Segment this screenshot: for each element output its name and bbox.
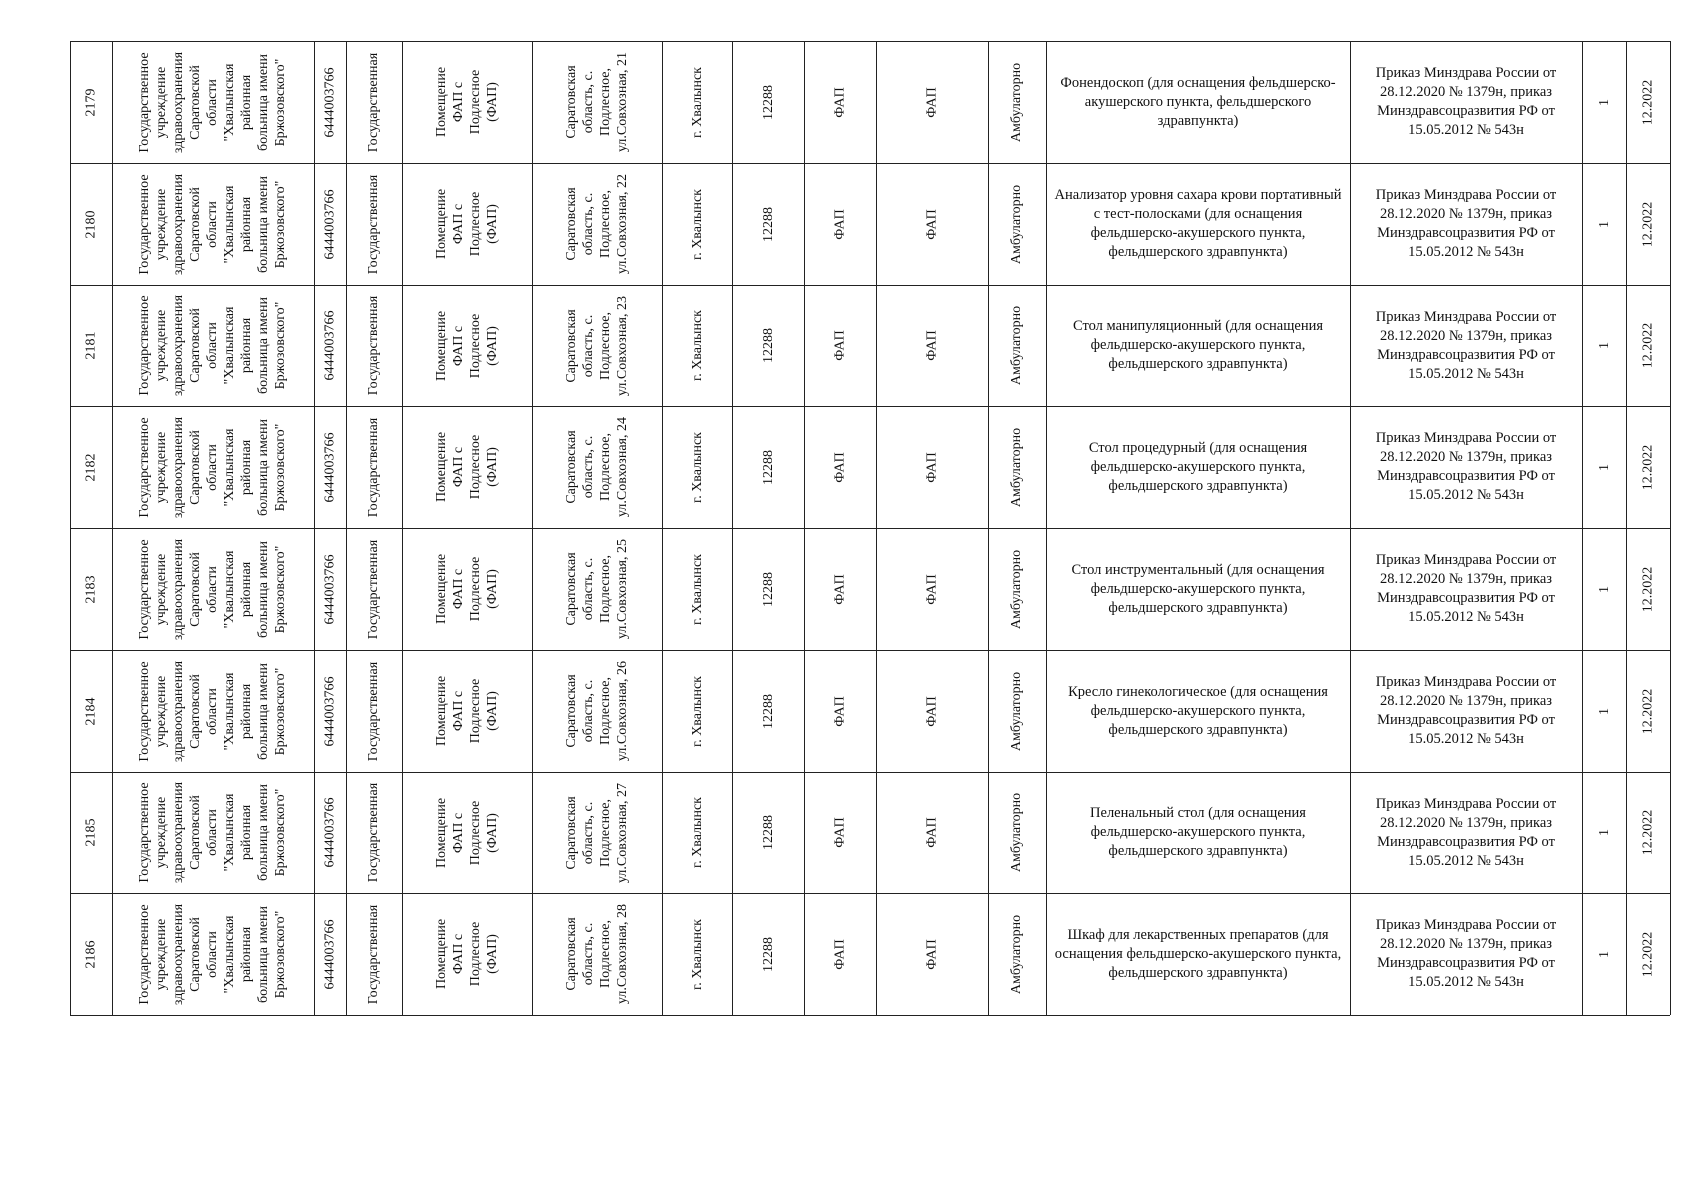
due-date-cell xyxy=(1626,772,1670,893)
institution-name xyxy=(112,285,314,406)
institution-name-text: Государственное учреждение здравоохранения Саратовской области "Хвалынская районная больница имени Бржозовского" xyxy=(137,173,289,275)
unit-type-cell-text: ФАП xyxy=(832,86,848,118)
equipment-cell-text: Анализатор уровня сахара крови портативный с тест-полосками (для оснащения фельдшерско-акушерского пункта, фельдшерского здравпункта) xyxy=(1054,187,1342,260)
quantity-cell-text: 1 xyxy=(1596,707,1612,715)
ownership-cell xyxy=(346,528,402,650)
care-type-cell-text: Амбулаторно xyxy=(1009,184,1025,264)
equipment-cell xyxy=(1046,528,1350,650)
care-type-cell-text: Амбулаторно xyxy=(1009,62,1025,142)
settlement-cell xyxy=(662,772,732,893)
quantity-cell-text: 1 xyxy=(1596,342,1612,349)
care-type-cell-text: Амбулаторно xyxy=(1009,792,1025,873)
address-cell-text: Саратовская область, с. Подлесное, ул.Совхозная, 26 xyxy=(564,661,630,761)
equipment-cell-text: Пеленальный стол (для оснащения фельдшерско-акушерского пункта, фельдшерского здравпункта) xyxy=(1090,805,1306,859)
equipment-cell-text: Кресло гинекологическое (для оснащения фельдшерско-акушерского пункта, фельдшерского здравпункта) xyxy=(1068,683,1328,738)
population-cell xyxy=(732,285,804,406)
premises-cell-text: Помещение ФАП с Подлесное (ФАП) xyxy=(433,66,500,138)
equipment-cell-text: Шкаф для лекарственных препаратов (для оснащения фельдшерско-акушерского пункта, фельдшерского здравпункта) xyxy=(1054,926,1342,981)
settlement-cell xyxy=(662,406,732,528)
equipment-cell xyxy=(1046,41,1350,163)
equipment-cell-text: Стол манипуляционный (для оснащения фельдшерско-акушерского пункта, фельдшерского здравпункта) xyxy=(1072,318,1324,372)
institution-name xyxy=(112,163,314,285)
unit-type-cell-text: ФАП xyxy=(832,817,848,848)
address-cell-text: Саратовская область, с. Подлесное, ул.Совхозная, 25 xyxy=(564,539,630,639)
due-date-cell xyxy=(1626,41,1670,163)
premises-cell xyxy=(402,772,532,893)
equipment-cell-text: Стол инструментальный (для оснащения фельдшерско-акушерского пункта, фельдшерского здравпункта) xyxy=(1071,561,1325,616)
unit-name-cell xyxy=(876,285,988,406)
unit-type-cell-text: ФАП xyxy=(832,938,848,970)
unit-type-cell xyxy=(804,163,876,285)
ownership-cell-text: Государственная xyxy=(366,295,382,396)
equipment-cell-text: Фонендоскоп (для оснащения фельдшерско-акушерского пункта, фельдшерского здравпункта) xyxy=(1060,74,1336,129)
ownership-cell-text: Государственная xyxy=(366,661,382,761)
ownership-cell xyxy=(346,285,402,406)
settlement-cell xyxy=(662,893,732,1015)
address-cell-text: Саратовская область, с. Подлесное, ул.Совхозная, 24 xyxy=(564,417,630,517)
unit-name-cell xyxy=(876,650,988,772)
settlement-cell-text: г. Хвалынск xyxy=(689,553,705,625)
row-number-text: 2186 xyxy=(83,940,99,968)
premises-cell xyxy=(402,650,532,772)
settlement-cell-text: г. Хвалынск xyxy=(689,431,705,503)
care-type-cell-text: Амбулаторно xyxy=(1009,549,1025,629)
regulation-cell xyxy=(1350,406,1582,528)
ownership-cell xyxy=(346,41,402,163)
settlement-cell xyxy=(662,163,732,285)
equipment-cell xyxy=(1046,285,1350,406)
due-date-cell xyxy=(1626,285,1670,406)
care-type-cell xyxy=(988,406,1046,528)
population-cell xyxy=(732,772,804,893)
address-cell xyxy=(532,41,662,163)
unit-name-cell-text: ФАП xyxy=(924,573,940,605)
institution-name xyxy=(112,650,314,772)
settlement-cell xyxy=(662,285,732,406)
quantity-cell xyxy=(1582,406,1626,528)
unit-type-cell-text: ФАП xyxy=(832,330,848,361)
quantity-cell xyxy=(1582,41,1626,163)
row-number-text: 2184 xyxy=(83,697,99,725)
unit-type-cell xyxy=(804,41,876,163)
inn-cell xyxy=(314,41,346,163)
due-date-cell xyxy=(1626,893,1670,1015)
institution-name xyxy=(112,528,314,650)
inn-cell-text: 6444003766 xyxy=(322,310,338,381)
due-date-cell xyxy=(1626,528,1670,650)
care-type-cell-text: Амбулаторно xyxy=(1009,305,1025,386)
row-number xyxy=(70,285,112,406)
row-number xyxy=(70,528,112,650)
care-type-cell xyxy=(988,650,1046,772)
ownership-cell-text: Государственная xyxy=(366,417,382,517)
regulation-cell-text: Приказ Минздрава России от 28.12.2020 № 1379н, приказ Минздравсоцразвития РФ от 15.05.2012 № 543н xyxy=(1375,795,1557,869)
population-cell-text: 12288 xyxy=(760,206,776,242)
settlement-cell-text: г. Хвалынск xyxy=(689,675,705,747)
premises-cell-text: Помещение ФАП с Подлесное (ФАП) xyxy=(433,431,500,503)
regulation-cell-text: Приказ Минздрава России от 28.12.2020 № 1379н, приказ Минздравсоцразвития РФ от 15.05.2012 № 543н xyxy=(1375,65,1557,138)
equipment-table xyxy=(70,41,1670,1015)
ownership-cell xyxy=(346,406,402,528)
unit-name-cell-text: ФАП xyxy=(924,451,940,483)
premises-cell-text: Помещение ФАП с Подлесное (ФАП) xyxy=(433,797,500,868)
unit-name-cell-text: ФАП xyxy=(924,208,940,240)
address-cell-text: Саратовская область, с. Подлесное, ул.Совхозная, 23 xyxy=(564,295,630,396)
population-cell-text: 12288 xyxy=(760,84,776,120)
regulation-cell-text: Приказ Минздрава России от 28.12.2020 № 1379н, приказ Минздравсоцразвития РФ от 15.05.2012 № 543н xyxy=(1375,187,1557,260)
ownership-cell-text: Государственная xyxy=(366,539,382,639)
institution-name xyxy=(112,41,314,163)
care-type-cell xyxy=(988,772,1046,893)
inn-cell xyxy=(314,285,346,406)
ownership-cell-text: Государственная xyxy=(366,174,382,274)
regulation-cell xyxy=(1350,650,1582,772)
unit-name-cell xyxy=(876,893,988,1015)
regulation-cell-text: Приказ Минздрава России от 28.12.2020 № 1379н, приказ Минздравсоцразвития РФ от 15.05.2012 № 543н xyxy=(1375,552,1557,625)
inn-cell-text: 6444003766 xyxy=(322,67,338,137)
inn-cell-text: 6444003766 xyxy=(322,432,338,502)
unit-type-cell-text: ФАП xyxy=(832,695,848,727)
inn-cell-text: 6444003766 xyxy=(322,919,338,989)
row-number xyxy=(70,893,112,1015)
institution-name-text: Государственное учреждение здравоохранения Саратовской области "Хвалынская районная больница имени Бржозовского" xyxy=(137,781,289,884)
address-cell xyxy=(532,528,662,650)
institution-name-text: Государственное учреждение здравоохранения Саратовской области "Хвалынская районная больница имени Бржозовского" xyxy=(137,51,289,153)
quantity-cell-text: 1 xyxy=(1596,829,1612,836)
care-type-cell-text: Амбулаторно xyxy=(1009,427,1025,507)
quantity-cell-text: 1 xyxy=(1596,463,1612,471)
inn-cell xyxy=(314,406,346,528)
inn-cell-text: 6444003766 xyxy=(322,554,338,624)
row-number-text: 2181 xyxy=(83,331,99,360)
unit-name-cell-text: ФАП xyxy=(924,695,940,727)
population-cell xyxy=(732,406,804,528)
row-number-text: 2183 xyxy=(83,575,99,603)
regulation-cell-text: Приказ Минздрава России от 28.12.2020 № 1379н, приказ Минздравсоцразвития РФ от 15.05.2012 № 543н xyxy=(1375,674,1557,747)
care-type-cell-text: Амбулаторно xyxy=(1009,671,1025,751)
ownership-cell xyxy=(346,163,402,285)
due-date-cell xyxy=(1626,163,1670,285)
inn-cell xyxy=(314,528,346,650)
inn-cell xyxy=(314,163,346,285)
quantity-cell xyxy=(1582,528,1626,650)
settlement-cell-text: г. Хвалынск xyxy=(689,797,705,868)
institution-name-text: Государственное учреждение здравоохранения Саратовской области "Хвалынская районная больница имени Бржозовского" xyxy=(137,294,289,397)
equipment-cell xyxy=(1046,772,1350,893)
quantity-cell xyxy=(1582,650,1626,772)
unit-name-cell xyxy=(876,41,988,163)
ownership-cell xyxy=(346,650,402,772)
row-number xyxy=(70,163,112,285)
unit-type-cell-text: ФАП xyxy=(832,451,848,483)
unit-name-cell xyxy=(876,406,988,528)
unit-name-cell-text: ФАП xyxy=(924,86,940,118)
institution-name xyxy=(112,893,314,1015)
due-date-cell-text: 12.2022 xyxy=(1640,322,1656,369)
unit-name-cell xyxy=(876,528,988,650)
address-cell xyxy=(532,650,662,772)
population-cell xyxy=(732,893,804,1015)
premises-cell xyxy=(402,163,532,285)
equipment-cell-text: Стол процедурный (для оснащения фельдшерско-акушерского пункта, фельдшерского здравпункта) xyxy=(1088,439,1308,494)
quantity-cell xyxy=(1582,285,1626,406)
address-cell xyxy=(532,163,662,285)
institution-name xyxy=(112,406,314,528)
settlement-cell xyxy=(662,528,732,650)
premises-cell xyxy=(402,285,532,406)
equipment-cell xyxy=(1046,650,1350,772)
premises-cell-text: Помещение ФАП с Подлесное (ФАП) xyxy=(433,553,500,625)
due-date-cell-text: 12.2022 xyxy=(1640,688,1656,734)
address-cell xyxy=(532,772,662,893)
row-number xyxy=(70,772,112,893)
quantity-cell xyxy=(1582,163,1626,285)
inn-cell-text: 6444003766 xyxy=(322,797,338,868)
row-number xyxy=(70,650,112,772)
premises-cell-text: Помещение ФАП с Подлесное (ФАП) xyxy=(433,188,500,260)
row-number-text: 2179 xyxy=(83,88,99,116)
population-cell-text: 12288 xyxy=(760,571,776,607)
ownership-cell-text: Государственная xyxy=(366,904,382,1004)
due-date-cell-text: 12.2022 xyxy=(1640,809,1656,856)
premises-cell-text: Помещение ФАП с Подлесное (ФАП) xyxy=(433,310,500,381)
institution-name-text: Государственное учреждение здравоохранения Саратовской области "Хвалынская районная больница имени Бржозовского" xyxy=(137,416,289,518)
address-cell-text: Саратовская область, с. Подлесное, ул.Совхозная, 22 xyxy=(564,174,630,274)
row-number xyxy=(70,406,112,528)
ownership-cell xyxy=(346,893,402,1015)
unit-name-cell-text: ФАП xyxy=(924,817,940,848)
row-number-text: 2182 xyxy=(83,453,99,481)
row-number-text: 2185 xyxy=(83,818,99,847)
address-cell-text: Саратовская область, с. Подлесное, ул.Совхозная, 28 xyxy=(564,904,630,1004)
premises-cell xyxy=(402,406,532,528)
address-cell-text: Саратовская область, с. Подлесное, ул.Совхозная, 27 xyxy=(564,782,630,883)
institution-name-text: Государственное учреждение здравоохранения Саратовской области "Хвалынская районная больница имени Бржозовского" xyxy=(137,538,289,640)
row-divider xyxy=(70,1015,1670,1016)
ownership-cell xyxy=(346,772,402,893)
care-type-cell-text: Амбулаторно xyxy=(1009,914,1025,994)
institution-name xyxy=(112,772,314,893)
premises-cell-text: Помещение ФАП с Подлесное (ФАП) xyxy=(433,675,500,747)
ownership-cell-text: Государственная xyxy=(366,52,382,152)
population-cell-text: 12288 xyxy=(760,449,776,485)
row-number-text: 2180 xyxy=(83,210,99,238)
address-cell-text: Саратовская область, с. Подлесное, ул.Совхозная, 21 xyxy=(564,52,630,152)
inn-cell-text: 6444003766 xyxy=(322,676,338,746)
settlement-cell-text: г. Хвалынск xyxy=(689,66,705,138)
inn-cell xyxy=(314,893,346,1015)
equipment-cell xyxy=(1046,163,1350,285)
institution-name-text: Государственное учреждение здравоохранения Саратовской области "Хвалынская районная больница имени Бржозовского" xyxy=(137,903,289,1005)
due-date-cell xyxy=(1626,406,1670,528)
premises-cell xyxy=(402,41,532,163)
column-divider xyxy=(1670,41,1671,1015)
care-type-cell xyxy=(988,285,1046,406)
due-date-cell xyxy=(1626,650,1670,772)
due-date-cell-text: 12.2022 xyxy=(1640,201,1656,247)
unit-name-cell xyxy=(876,163,988,285)
unit-type-cell xyxy=(804,406,876,528)
regulation-cell xyxy=(1350,163,1582,285)
settlement-cell-text: г. Хвалынск xyxy=(689,188,705,260)
unit-name-cell-text: ФАП xyxy=(924,938,940,970)
inn-cell xyxy=(314,650,346,772)
settlement-cell xyxy=(662,41,732,163)
quantity-cell xyxy=(1582,772,1626,893)
regulation-cell-text: Приказ Минздрава России от 28.12.2020 № 1379н, приказ Минздравсоцразвития РФ от 15.05.2012 № 543н xyxy=(1375,430,1557,503)
population-cell xyxy=(732,528,804,650)
address-cell xyxy=(532,406,662,528)
address-cell xyxy=(532,893,662,1015)
population-cell xyxy=(732,650,804,772)
regulation-cell-text: Приказ Минздрава России от 28.12.2020 № 1379н, приказ Минздравсоцразвития РФ от 15.05.2012 № 543н xyxy=(1375,917,1557,990)
premises-cell-text: Помещение ФАП с Подлесное (ФАП) xyxy=(433,918,500,990)
unit-name-cell xyxy=(876,772,988,893)
regulation-cell xyxy=(1350,285,1582,406)
unit-type-cell-text: ФАП xyxy=(832,208,848,240)
care-type-cell xyxy=(988,163,1046,285)
regulation-cell xyxy=(1350,772,1582,893)
population-cell-text: 12288 xyxy=(760,328,776,363)
equipment-cell xyxy=(1046,406,1350,528)
care-type-cell xyxy=(988,528,1046,650)
population-cell xyxy=(732,41,804,163)
unit-type-cell xyxy=(804,650,876,772)
quantity-cell-text: 1 xyxy=(1596,98,1612,106)
unit-type-cell xyxy=(804,528,876,650)
due-date-cell-text: 12.2022 xyxy=(1640,931,1656,977)
regulation-cell xyxy=(1350,893,1582,1015)
population-cell-text: 12288 xyxy=(760,693,776,729)
population-cell xyxy=(732,163,804,285)
premises-cell xyxy=(402,893,532,1015)
regulation-cell-text: Приказ Минздрава России от 28.12.2020 № 1379н, приказ Минздравсоцразвития РФ от 15.05.2012 № 543н xyxy=(1375,308,1557,382)
settlement-cell-text: г. Хвалынск xyxy=(689,310,705,381)
quantity-cell-text: 1 xyxy=(1596,585,1612,593)
due-date-cell-text: 12.2022 xyxy=(1640,566,1656,612)
row-number xyxy=(70,41,112,163)
settlement-cell xyxy=(662,650,732,772)
quantity-cell-text: 1 xyxy=(1596,220,1612,228)
unit-name-cell-text: ФАП xyxy=(924,330,940,361)
unit-type-cell xyxy=(804,772,876,893)
care-type-cell xyxy=(988,893,1046,1015)
inn-cell-text: 6444003766 xyxy=(322,189,338,259)
premises-cell xyxy=(402,528,532,650)
regulation-cell xyxy=(1350,41,1582,163)
due-date-cell-text: 12.2022 xyxy=(1640,444,1656,490)
unit-type-cell xyxy=(804,893,876,1015)
equipment-cell xyxy=(1046,893,1350,1015)
unit-type-cell xyxy=(804,285,876,406)
unit-type-cell-text: ФАП xyxy=(832,573,848,605)
population-cell-text: 12288 xyxy=(760,936,776,972)
regulation-cell xyxy=(1350,528,1582,650)
ownership-cell-text: Государственная xyxy=(366,782,382,883)
institution-name-text: Государственное учреждение здравоохранения Саратовской области "Хвалынская районная больница имени Бржозовского" xyxy=(137,660,289,762)
due-date-cell-text: 12.2022 xyxy=(1640,79,1656,125)
settlement-cell-text: г. Хвалынск xyxy=(689,918,705,990)
population-cell-text: 12288 xyxy=(760,815,776,850)
address-cell xyxy=(532,285,662,406)
quantity-cell xyxy=(1582,893,1626,1015)
quantity-cell-text: 1 xyxy=(1596,950,1612,958)
care-type-cell xyxy=(988,41,1046,163)
inn-cell xyxy=(314,772,346,893)
